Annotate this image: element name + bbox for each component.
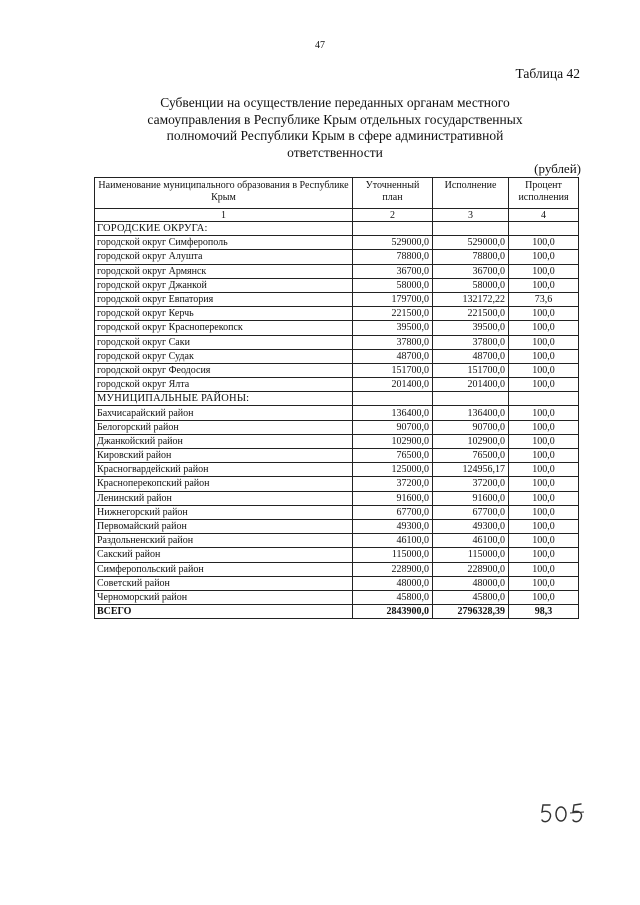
table-header-row — [95, 178, 579, 209]
column-number: 2 — [353, 209, 433, 222]
table-row — [95, 449, 579, 463]
municipality-name: городской округ Ялта — [95, 378, 353, 392]
municipality-name: Советский район — [95, 576, 353, 590]
municipality-name: Красногвардейский район — [95, 463, 353, 477]
execution-value: 115000,0 — [433, 548, 509, 562]
execution-value: 91600,0 — [433, 491, 509, 505]
column-number: 4 — [509, 209, 579, 222]
execution-value: 90700,0 — [433, 420, 509, 434]
header-execution: Исполнение — [433, 178, 509, 209]
total-percent: 98,3 — [509, 605, 579, 619]
percent-value: 100,0 — [509, 548, 579, 562]
percent-value: 100,0 — [509, 590, 579, 604]
table-row — [95, 463, 579, 477]
percent-value: 100,0 — [509, 562, 579, 576]
plan-value: 201400,0 — [353, 378, 433, 392]
percent-value: 73,6 — [509, 292, 579, 306]
percent-value: 100,0 — [509, 491, 579, 505]
execution-value: 124956,17 — [433, 463, 509, 477]
execution-value: 102900,0 — [433, 434, 509, 448]
percent-value: 100,0 — [509, 434, 579, 448]
handwritten-page-number — [540, 800, 586, 826]
percent-value: 100,0 — [509, 406, 579, 420]
municipality-name: Красноперекопский район — [95, 477, 353, 491]
municipality-name: городской округ Судак — [95, 349, 353, 363]
execution-value: 46100,0 — [433, 534, 509, 548]
total-plan: 2843900,0 — [353, 605, 433, 619]
municipality-name: Бахчисарайский район — [95, 406, 353, 420]
table-row — [95, 264, 579, 278]
plan-value: 36700,0 — [353, 264, 433, 278]
percent-value: 100,0 — [509, 505, 579, 519]
empty-cell — [509, 392, 579, 406]
empty-cell — [433, 222, 509, 236]
execution-value: 201400,0 — [433, 378, 509, 392]
table-row — [95, 420, 579, 434]
section-title: ГОРОДСКИЕ ОКРУГА: — [95, 222, 353, 236]
execution-value: 45800,0 — [433, 590, 509, 604]
subventions-table — [94, 177, 579, 619]
table-row — [95, 434, 579, 448]
plan-value: 90700,0 — [353, 420, 433, 434]
execution-value: 78800,0 — [433, 250, 509, 264]
table-row — [95, 307, 579, 321]
percent-value: 100,0 — [509, 477, 579, 491]
table-row — [95, 519, 579, 533]
table-row — [95, 349, 579, 363]
table-row — [95, 491, 579, 505]
municipality-name: Ленинский район — [95, 491, 353, 505]
plan-value: 228900,0 — [353, 562, 433, 576]
header-percent: Процент исполнения — [509, 178, 579, 209]
plan-value: 115000,0 — [353, 548, 433, 562]
percent-value: 100,0 — [509, 534, 579, 548]
section-row — [95, 392, 579, 406]
percent-value: 100,0 — [509, 278, 579, 292]
empty-cell — [433, 392, 509, 406]
execution-value: 228900,0 — [433, 562, 509, 576]
plan-value: 39500,0 — [353, 321, 433, 335]
percent-value: 100,0 — [509, 463, 579, 477]
execution-value: 136400,0 — [433, 406, 509, 420]
execution-value: 49300,0 — [433, 519, 509, 533]
table-row — [95, 335, 579, 349]
table-row — [95, 590, 579, 604]
execution-value: 67700,0 — [433, 505, 509, 519]
table-row — [95, 406, 579, 420]
page-number: 47 — [315, 40, 325, 51]
table-row — [95, 378, 579, 392]
municipality-name: Черноморский район — [95, 590, 353, 604]
column-number: 3 — [433, 209, 509, 222]
execution-value: 48700,0 — [433, 349, 509, 363]
execution-value: 39500,0 — [433, 321, 509, 335]
empty-cell — [353, 392, 433, 406]
percent-value: 100,0 — [509, 449, 579, 463]
table-row — [95, 250, 579, 264]
execution-value: 221500,0 — [433, 307, 509, 321]
header-plan: Уточненный план — [353, 178, 433, 209]
percent-value: 100,0 — [509, 307, 579, 321]
municipality-name: Белогорский район — [95, 420, 353, 434]
percent-value: 100,0 — [509, 363, 579, 377]
municipality-name: городской округ Симферополь — [95, 236, 353, 250]
municipality-name: Симферопольский район — [95, 562, 353, 576]
plan-value: 45800,0 — [353, 590, 433, 604]
plan-value: 67700,0 — [353, 505, 433, 519]
empty-cell — [509, 222, 579, 236]
municipality-name: Нижнегорский район — [95, 505, 353, 519]
plan-value: 49300,0 — [353, 519, 433, 533]
municipality-name: городской округ Армянск — [95, 264, 353, 278]
table-row — [95, 321, 579, 335]
table-row — [95, 548, 579, 562]
section-row — [95, 222, 579, 236]
percent-value: 100,0 — [509, 378, 579, 392]
municipality-name: Первомайский район — [95, 519, 353, 533]
execution-value: 529000,0 — [433, 236, 509, 250]
table-row — [95, 292, 579, 306]
execution-value: 132172,22 — [433, 292, 509, 306]
percent-value: 100,0 — [509, 519, 579, 533]
table-label: Таблица 42 — [515, 66, 580, 81]
plan-value: 151700,0 — [353, 363, 433, 377]
percent-value: 100,0 — [509, 335, 579, 349]
execution-value: 58000,0 — [433, 278, 509, 292]
plan-value: 37800,0 — [353, 335, 433, 349]
table-row — [95, 534, 579, 548]
municipality-name: городской округ Евпатория — [95, 292, 353, 306]
percent-value: 100,0 — [509, 236, 579, 250]
execution-value: 37200,0 — [433, 477, 509, 491]
total-row — [95, 605, 579, 619]
total-label: ВСЕГО — [95, 605, 353, 619]
section-title: МУНИЦИПАЛЬНЫЕ РАЙОНЫ: — [95, 392, 353, 406]
plan-value: 78800,0 — [353, 250, 433, 264]
table-row — [95, 278, 579, 292]
percent-value: 100,0 — [509, 250, 579, 264]
table-row — [95, 505, 579, 519]
municipality-name: Сакский район — [95, 548, 353, 562]
execution-value: 36700,0 — [433, 264, 509, 278]
document-title: Субвенции на осуществление переданных органам местного самоуправления в Республике Крым отдельных государственных полномочий Республики Крым в сфере административной ответственности — [147, 95, 523, 160]
municipality-name: городской округ Керчь — [95, 307, 353, 321]
execution-value: 76500,0 — [433, 449, 509, 463]
header-name: Наименование муниципального образования в Республике Крым — [95, 178, 353, 209]
table-row — [95, 477, 579, 491]
table-row — [95, 576, 579, 590]
municipality-name: городской округ Красноперекопск — [95, 321, 353, 335]
percent-value: 100,0 — [509, 349, 579, 363]
execution-value: 48000,0 — [433, 576, 509, 590]
plan-value: 37200,0 — [353, 477, 433, 491]
plan-value: 48700,0 — [353, 349, 433, 363]
plan-value: 136400,0 — [353, 406, 433, 420]
plan-value: 125000,0 — [353, 463, 433, 477]
municipality-name: Кировский район — [95, 449, 353, 463]
column-numbers-row — [95, 209, 579, 222]
municipality-name: городской округ Феодосия — [95, 363, 353, 377]
plan-value: 102900,0 — [353, 434, 433, 448]
percent-value: 100,0 — [509, 576, 579, 590]
percent-value: 100,0 — [509, 264, 579, 278]
municipality-name: городской округ Саки — [95, 335, 353, 349]
total-execution: 2796328,39 — [433, 605, 509, 619]
plan-value: 46100,0 — [353, 534, 433, 548]
plan-value: 529000,0 — [353, 236, 433, 250]
execution-value: 37800,0 — [433, 335, 509, 349]
column-number: 1 — [95, 209, 353, 222]
units-label: (рублей) — [534, 161, 581, 176]
plan-value: 179700,0 — [353, 292, 433, 306]
percent-value: 100,0 — [509, 420, 579, 434]
municipality-name: городской округ Алушта — [95, 250, 353, 264]
municipality-name: городской округ Джанкой — [95, 278, 353, 292]
execution-value: 151700,0 — [433, 363, 509, 377]
municipality-name: Джанкойский район — [95, 434, 353, 448]
plan-value: 58000,0 — [353, 278, 433, 292]
empty-cell — [353, 222, 433, 236]
table-row — [95, 236, 579, 250]
percent-value: 100,0 — [509, 321, 579, 335]
plan-value: 48000,0 — [353, 576, 433, 590]
table-row — [95, 562, 579, 576]
plan-value: 221500,0 — [353, 307, 433, 321]
table-row — [95, 363, 579, 377]
plan-value: 91600,0 — [353, 491, 433, 505]
municipality-name: Раздольненский район — [95, 534, 353, 548]
plan-value: 76500,0 — [353, 449, 433, 463]
